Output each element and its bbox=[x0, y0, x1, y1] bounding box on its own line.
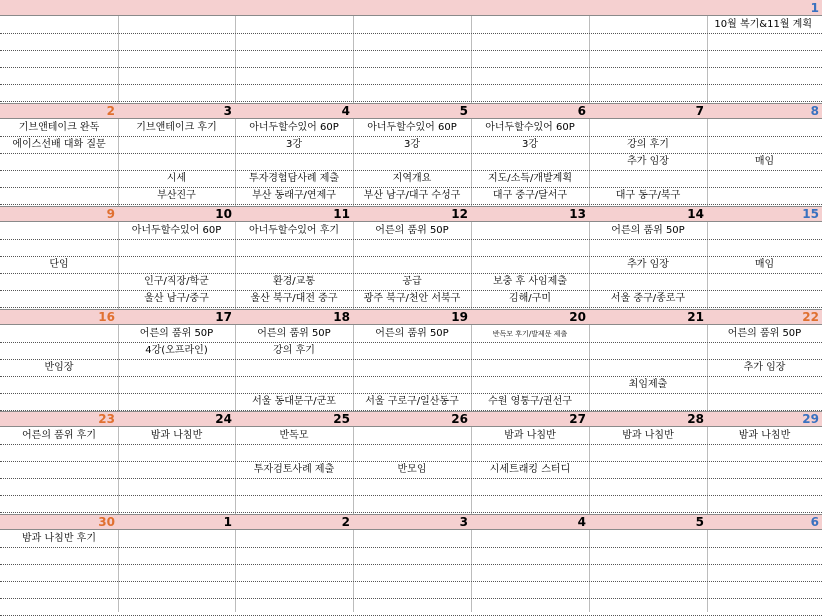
day-number bbox=[118, 0, 235, 16]
calendar-event[interactable]: 인구/직장/학군 bbox=[144, 276, 209, 287]
calendar-event[interactable]: 광주 북구/천안 서북구 bbox=[363, 293, 461, 304]
calendar-event[interactable]: 밤과 나침반 bbox=[150, 430, 203, 441]
calendar-event[interactable]: 시세 bbox=[166, 173, 187, 184]
day-number bbox=[471, 0, 589, 16]
day-number: 1 bbox=[223, 515, 232, 529]
calendar-event[interactable]: 단임 bbox=[49, 259, 69, 270]
calendar-event[interactable]: 밤과 나침반 후기 bbox=[22, 533, 96, 544]
row-divider bbox=[0, 495, 822, 496]
calendar-event[interactable]: 부산진구 bbox=[157, 190, 196, 201]
day-number: 18 bbox=[333, 310, 350, 324]
row-divider bbox=[0, 564, 822, 565]
day-number: 11 bbox=[333, 207, 350, 221]
calendar-event[interactable]: 3강 bbox=[521, 139, 539, 150]
calendar-event[interactable]: 서울 중구/종로구 bbox=[610, 293, 686, 304]
calendar-event[interactable]: 투자경험담사례 제출 bbox=[248, 173, 340, 184]
row-divider bbox=[0, 581, 822, 582]
calendar-event[interactable]: 반독모 후기/발제문 제출 bbox=[492, 330, 568, 338]
calendar-event[interactable]: 시세트래킹 스터디 bbox=[489, 464, 571, 475]
row-divider bbox=[0, 512, 822, 513]
calendar-event[interactable]: 3강 bbox=[403, 139, 421, 150]
day-number: 9 bbox=[106, 207, 115, 221]
calendar-event[interactable]: 어른의 품위 50P bbox=[727, 328, 802, 339]
day-number: 17 bbox=[215, 310, 232, 324]
calendar-event[interactable]: 기브앤테이크 후기 bbox=[136, 122, 217, 133]
day-number: 28 bbox=[687, 412, 704, 426]
calendar-event[interactable]: 추가 임장 bbox=[627, 259, 669, 270]
calendar-event[interactable]: 부산 남구/대구 수성구 bbox=[363, 190, 461, 201]
day-number: 24 bbox=[215, 412, 232, 426]
calendar-event[interactable]: 기브앤테이크 완독 bbox=[18, 122, 100, 133]
row-divider bbox=[0, 239, 822, 240]
day-number: 5 bbox=[695, 515, 704, 529]
calendar-event[interactable]: 서울 동대문구/군포 bbox=[252, 396, 336, 407]
row-divider bbox=[0, 50, 822, 51]
day-number: 4 bbox=[341, 104, 350, 118]
day-number: 6 bbox=[810, 515, 819, 529]
day-number: 25 bbox=[333, 412, 350, 426]
calendar-event[interactable]: 부산 동래구/연제구 bbox=[252, 190, 336, 201]
day-number: 5 bbox=[459, 104, 468, 118]
calendar-event[interactable]: 어른의 품위 50P bbox=[375, 225, 449, 236]
calendar-event[interactable]: 공급 bbox=[402, 276, 422, 287]
calendar-event[interactable]: 지역개요 bbox=[392, 173, 432, 184]
day-number: 26 bbox=[451, 412, 468, 426]
day-number: 12 bbox=[451, 207, 468, 221]
calendar-event[interactable]: 추가 임장 bbox=[743, 362, 786, 373]
calendar-event[interactable]: 4강(오프라인) bbox=[145, 345, 208, 356]
row-divider bbox=[0, 359, 822, 360]
day-number: 8 bbox=[810, 104, 819, 118]
row-divider bbox=[0, 204, 822, 205]
calendar-event[interactable]: 매임 bbox=[754, 259, 775, 270]
day-number: 4 bbox=[577, 515, 586, 529]
day-number: 16 bbox=[98, 310, 115, 324]
row-divider bbox=[0, 33, 822, 34]
calendar-event[interactable]: 어른의 품위 50P bbox=[139, 328, 214, 339]
day-number bbox=[353, 0, 471, 16]
day-number: 20 bbox=[569, 310, 586, 324]
day-number: 2 bbox=[341, 515, 350, 529]
calendar-event[interactable]: 어른의 품위 후기 bbox=[22, 430, 96, 441]
day-number: 2 bbox=[106, 104, 115, 118]
calendar-event[interactable]: 울산 북구/대전 중구 bbox=[250, 293, 338, 304]
calendar-event[interactable]: 밤과 나침반 bbox=[622, 430, 674, 441]
calendar-event[interactable]: 김해/구미 bbox=[508, 293, 551, 304]
day-number: 10 bbox=[215, 207, 232, 221]
calendar-event[interactable]: 아너두할수있어 60P bbox=[131, 225, 222, 236]
day-number bbox=[0, 0, 118, 16]
calendar-event[interactable]: 밤과 나침반 bbox=[504, 430, 556, 441]
row-divider bbox=[0, 101, 822, 102]
day-number bbox=[235, 0, 353, 16]
row-divider bbox=[0, 84, 822, 85]
row-divider bbox=[0, 307, 822, 308]
calendar-event[interactable]: 아너두할수있어 후기 bbox=[248, 225, 340, 236]
calendar-event[interactable]: 강의 후기 bbox=[627, 139, 669, 150]
calendar-event[interactable]: 보충 후 사임제출 bbox=[493, 276, 567, 287]
calendar-event[interactable]: 대구 동구/북구 bbox=[615, 190, 681, 201]
day-number: 19 bbox=[451, 310, 468, 324]
calendar-event[interactable]: 아너두할수있어 60P bbox=[485, 122, 575, 133]
row-divider bbox=[0, 478, 822, 479]
day-number: 6 bbox=[577, 104, 586, 118]
day-number: 3 bbox=[223, 104, 232, 118]
calendar-event[interactable]: 10월 복기&11월 계획 bbox=[714, 19, 812, 30]
calendar-event[interactable]: 강의 후기 bbox=[273, 345, 315, 356]
calendar-event[interactable]: 수원 영통구/권선구 bbox=[488, 396, 572, 407]
row-divider bbox=[0, 547, 822, 548]
row-divider bbox=[0, 598, 822, 599]
day-number: 21 bbox=[687, 310, 704, 324]
calendar-event[interactable]: 지도/소득/개발계획 bbox=[487, 173, 573, 184]
day-number: 1 bbox=[810, 1, 819, 15]
calendar-event[interactable]: 대구 중구/달서구 bbox=[492, 190, 568, 201]
day-number: 3 bbox=[459, 515, 468, 529]
calendar-event[interactable]: 울산 남구/중구 bbox=[144, 293, 209, 304]
calendar-event[interactable]: 서울 구로구/일산동구 bbox=[365, 396, 459, 407]
day-number: 7 bbox=[695, 104, 704, 118]
calendar-event[interactable]: 반독모 bbox=[279, 430, 309, 441]
calendar-event[interactable]: 매임 bbox=[754, 156, 775, 167]
calendar-event[interactable]: 반임장 bbox=[44, 362, 74, 373]
day-number: 13 bbox=[569, 207, 586, 221]
day-number: 30 bbox=[98, 515, 115, 529]
calendar-event[interactable]: 어른의 품위 50P bbox=[611, 225, 685, 236]
calendar-event[interactable]: 추가 임장 bbox=[627, 156, 669, 167]
calendar-event[interactable]: 최임제출 bbox=[628, 379, 668, 390]
calendar-event[interactable]: 반모임 bbox=[397, 464, 427, 475]
day-number: 15 bbox=[802, 207, 819, 221]
calendar-event[interactable]: 어른의 품위 50P bbox=[375, 328, 449, 339]
day-number: 27 bbox=[569, 412, 586, 426]
calendar-event[interactable]: 어른의 품위 50P bbox=[257, 328, 331, 339]
calendar-event[interactable]: 투자검토사례 제출 bbox=[253, 464, 335, 475]
calendar-event[interactable]: 아너두할수있어 60P bbox=[367, 122, 457, 133]
row-divider bbox=[0, 444, 822, 445]
calendar-event[interactable]: 3강 bbox=[285, 139, 303, 150]
day-number: 29 bbox=[802, 412, 819, 426]
calendar-event[interactable]: 아너두할수있어 60P bbox=[249, 122, 339, 133]
row-divider bbox=[0, 67, 822, 68]
calendar-event[interactable]: 환경/교통 bbox=[272, 276, 315, 287]
day-number: 23 bbox=[98, 412, 115, 426]
day-number: 14 bbox=[687, 207, 704, 221]
calendar-event[interactable]: 에이스선배 대화 질문 bbox=[12, 139, 106, 150]
calendar-event[interactable]: 밤과 나침반 bbox=[738, 430, 791, 441]
day-number: 22 bbox=[802, 310, 819, 324]
day-number bbox=[589, 0, 707, 16]
